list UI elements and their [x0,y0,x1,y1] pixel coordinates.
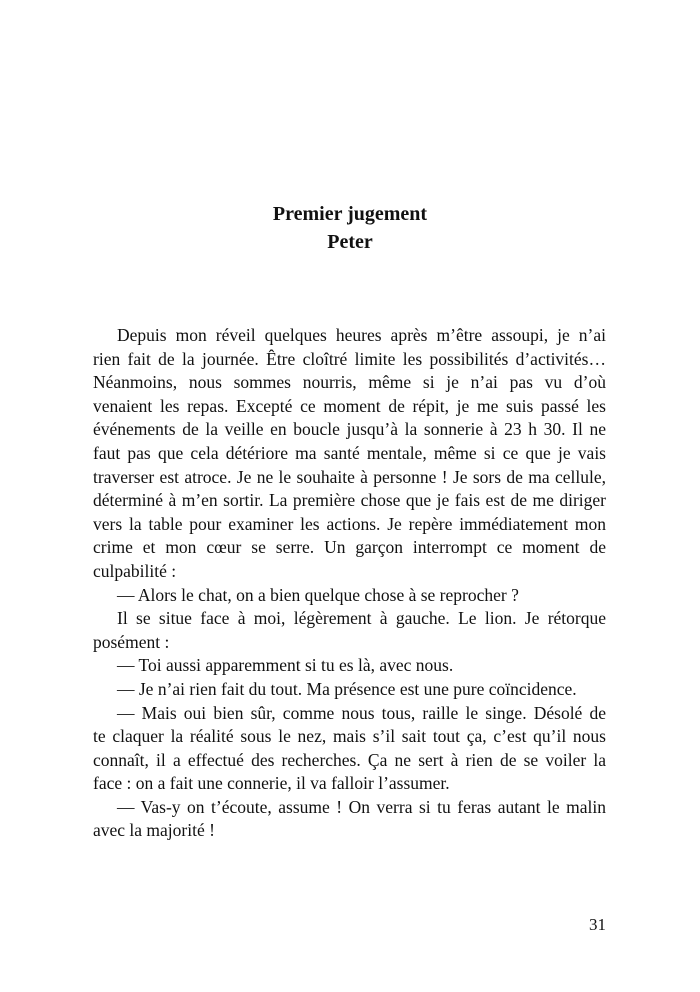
text-line: Néanmoins, nous sommes nourris, même si je n’ai pas vu d’où [93,372,606,393]
dialogue-line: — Mais oui bien sûr, comme nous tous, raille le singe. Désolé de [117,702,606,723]
chapter-heading [0,200,700,256]
text-line: événements de la veille en boucle jusqu’à la sonnerie à 23 h 30. Il ne [93,419,606,440]
text-line: Il se situe face à moi, légèrement à gauche. Le lion. Je rétorque [117,608,606,629]
text-line: Depuis mon réveil quelques heures après m’être assoupi, je n’ai [117,325,606,345]
dialogue-line: — Je n’ai rien fait du tout. Ma présence est une pure coïncidence. [117,678,577,699]
chapter-subtitle: Peter [327,231,373,253]
dialogue-line: — Toi aussi apparemment si tu es là, avec nous. [117,655,454,676]
text-line: crime et mon cœur se serre. Un garçon interrompt ce moment de [93,537,606,558]
text-line: face : on a fait une connerie, il va falloir l’assumer. [93,773,450,794]
text-line: rien fait de la journée. Être cloîtré limite les possibilités d’activités… [93,348,606,369]
dialogue-line: — Vas-y on t’écoute, assume ! On verra si tu feras autant le malin [117,796,606,817]
chapter-title: Premier jugement [272,203,428,225]
text-line: posément : [93,631,170,652]
text-line: connaît, il a effectué des recherches. Ça ne sert à rien de se voiler la [93,749,606,770]
text-line: culpabilité : [93,560,177,581]
text-line: vers la table pour examiner les actions. Je repère immédiatement mon [93,513,606,534]
text-line: avec la majorité ! [93,820,215,841]
page-number: 31 [589,915,606,934]
dialogue-line: — Alors le chat, on a bien quelque chose à se reprocher ? [117,584,519,605]
text-line: traverser est atroce. Je ne le souhaite à personne ! Je sors de ma cellule, [93,466,606,487]
body-text [93,324,606,843]
text-line: faut pas que cela détériore ma santé mentale, même si ce que je vais [93,442,606,463]
text-line: déterminé à m’en sortir. La première chose que je fais est de me diriger [93,490,606,511]
text-line: venaient les repas. Excepté ce moment de répit, je me suis passé les [93,395,606,416]
text-line: te claquer la réalité sous le nez, mais s’il sait tout ça, c’est qu’il nous [93,726,606,747]
